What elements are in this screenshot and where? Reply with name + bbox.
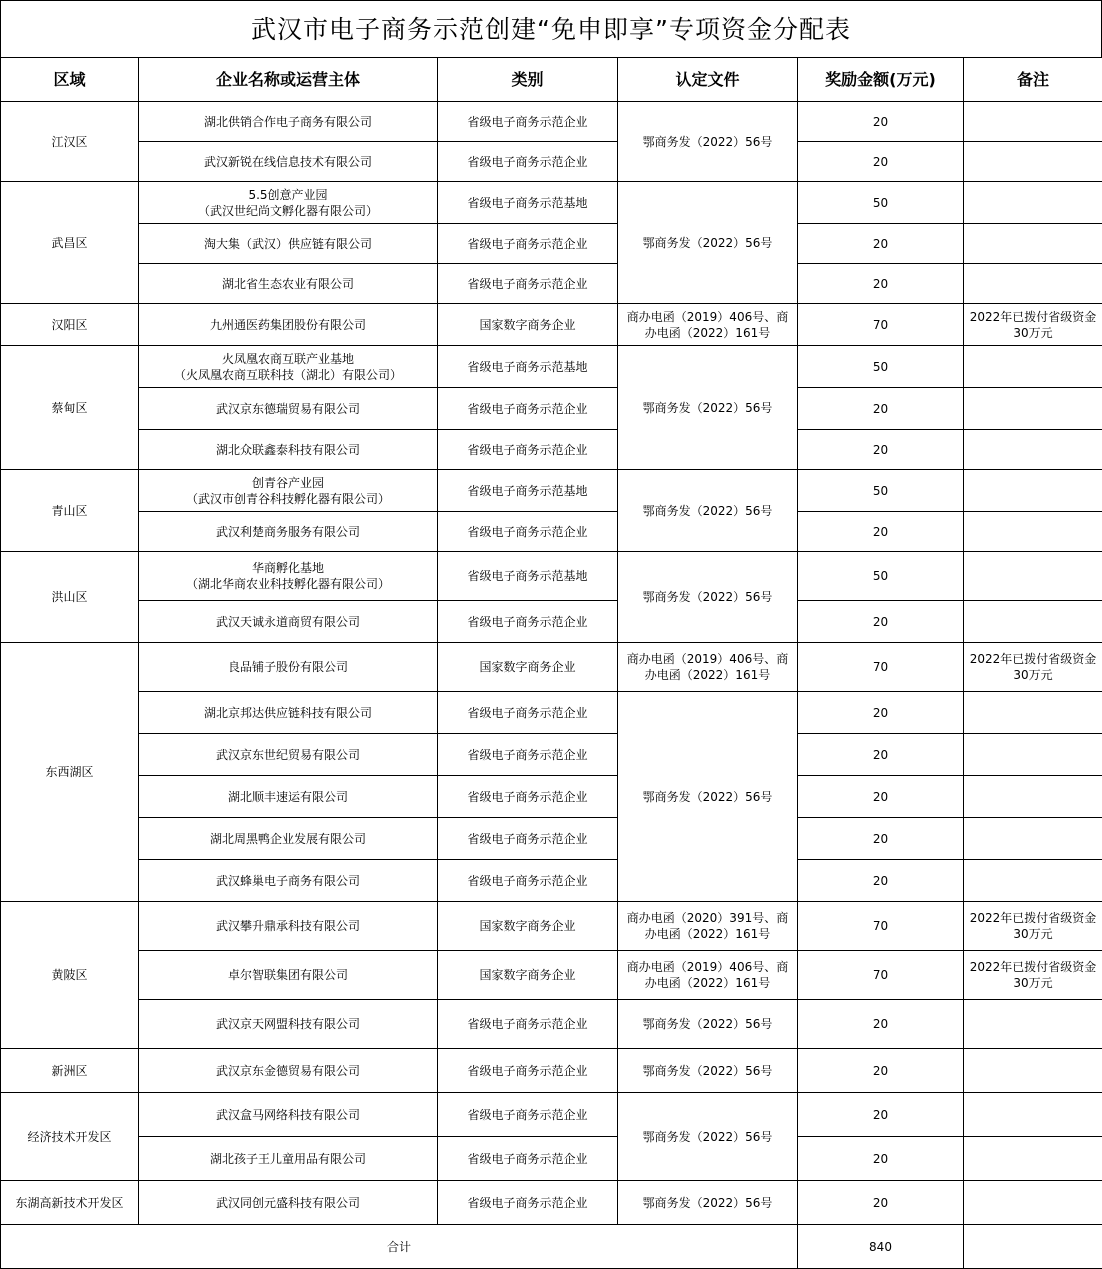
table-cell[interactable]: 省级电子商务示范基地 bbox=[438, 346, 618, 388]
table-cell[interactable]: 2022年已拨付省级资金 30万元 bbox=[964, 643, 1102, 692]
table-cell[interactable]: 洪山区 bbox=[1, 552, 139, 643]
table-cell[interactable] bbox=[964, 1000, 1102, 1049]
table-cell[interactable]: 省级电子商务示范企业 bbox=[438, 776, 618, 818]
table-cell[interactable]: 湖北孩子王儿童用品有限公司 bbox=[139, 1137, 438, 1181]
header-document[interactable]: 认定文件 bbox=[618, 58, 798, 102]
table-cell[interactable]: 20 bbox=[798, 818, 964, 860]
table-cell[interactable] bbox=[964, 142, 1102, 182]
table-cell[interactable] bbox=[964, 818, 1102, 860]
table-cell[interactable]: 江汉区 bbox=[1, 102, 139, 182]
table-cell[interactable]: 鄂商务发（2022）56号 bbox=[618, 1181, 798, 1225]
table-cell[interactable]: 武汉利楚商务服务有限公司 bbox=[139, 512, 438, 552]
table-cell[interactable]: 武汉京东德瑞贸易有限公司 bbox=[139, 388, 438, 430]
table-cell[interactable]: 鄂商务发（2022）56号 bbox=[618, 182, 798, 304]
table-cell[interactable]: 50 bbox=[798, 182, 964, 224]
table-cell[interactable]: 鄂商务发（2022）56号 bbox=[618, 102, 798, 182]
table-row bbox=[1, 264, 1102, 304]
table-cell[interactable]: 20 bbox=[798, 430, 964, 470]
table-cell[interactable]: 国家数字商务企业 bbox=[438, 951, 618, 1000]
table-cell[interactable]: 湖北周黑鸭企业发展有限公司 bbox=[139, 818, 438, 860]
table-cell[interactable]: 省级电子商务示范企业 bbox=[438, 1181, 618, 1225]
table-body bbox=[1, 102, 1102, 1269]
table-cell[interactable]: 20 bbox=[798, 1093, 964, 1137]
table-row bbox=[1, 734, 1102, 776]
table-cell[interactable]: 20 bbox=[798, 860, 964, 902]
table-cell[interactable]: 湖北省生态农业有限公司 bbox=[139, 264, 438, 304]
table-row bbox=[1, 692, 1102, 734]
table-cell[interactable] bbox=[964, 470, 1102, 512]
table-cell[interactable]: 华商孵化基地 （湖北华商农业科技孵化器有限公司） bbox=[139, 552, 438, 601]
table-row bbox=[1, 1049, 1102, 1093]
table-row bbox=[1, 1225, 1102, 1269]
table-cell[interactable] bbox=[964, 1225, 1102, 1269]
table-cell[interactable]: 20 bbox=[798, 1000, 964, 1049]
table-cell[interactable]: 良品铺子股份有限公司 bbox=[139, 643, 438, 692]
table-cell[interactable]: 蔡甸区 bbox=[1, 346, 139, 470]
table-cell[interactable]: 70 bbox=[798, 304, 964, 346]
table-row bbox=[1, 818, 1102, 860]
table-cell[interactable]: 省级电子商务示范企业 bbox=[438, 601, 618, 643]
table-cell[interactable]: 国家数字商务企业 bbox=[438, 304, 618, 346]
table-cell[interactable]: 20 bbox=[798, 1049, 964, 1093]
table-cell[interactable]: 新洲区 bbox=[1, 1049, 139, 1093]
table-cell[interactable]: 武昌区 bbox=[1, 182, 139, 304]
table-cell[interactable]: 50 bbox=[798, 552, 964, 601]
table-cell[interactable] bbox=[964, 346, 1102, 388]
table-cell[interactable]: 湖北京邦达供应链科技有限公司 bbox=[139, 692, 438, 734]
table-cell[interactable]: 省级电子商务示范企业 bbox=[438, 224, 618, 264]
table-cell[interactable]: 鄂商务发（2022）56号 bbox=[618, 1093, 798, 1181]
table-cell[interactable]: 创青谷产业园 （武汉市创青谷科技孵化器有限公司） bbox=[139, 470, 438, 512]
table-cell[interactable] bbox=[964, 182, 1102, 224]
table-cell[interactable]: 省级电子商务示范企业 bbox=[438, 264, 618, 304]
table-cell[interactable]: 70 bbox=[798, 902, 964, 951]
table-row bbox=[1, 388, 1102, 430]
table-cell[interactable]: 840 bbox=[798, 1225, 964, 1269]
table-cell[interactable]: 鄂商务发（2022）56号 bbox=[618, 1049, 798, 1093]
table-cell[interactable]: 湖北供销合作电子商务有限公司 bbox=[139, 102, 438, 142]
table-row bbox=[1, 182, 1102, 224]
table-cell[interactable]: 省级电子商务示范企业 bbox=[438, 860, 618, 902]
table-cell[interactable]: 商办电函（2019）406号、商 办电函（2022）161号 bbox=[618, 951, 798, 1000]
table-cell[interactable]: 经济技术开发区 bbox=[1, 1093, 139, 1181]
table-cell[interactable]: 20 bbox=[798, 388, 964, 430]
table-cell[interactable] bbox=[964, 1049, 1102, 1093]
table-cell[interactable]: 省级电子商务示范企业 bbox=[438, 1093, 618, 1137]
table-cell[interactable]: 鄂商务发（2022）56号 bbox=[618, 552, 798, 643]
table-cell[interactable]: 省级电子商务示范企业 bbox=[438, 388, 618, 430]
table-cell[interactable]: 省级电子商务示范企业 bbox=[438, 102, 618, 142]
table-cell[interactable] bbox=[964, 430, 1102, 470]
table-row bbox=[1, 776, 1102, 818]
table-cell[interactable]: 20 bbox=[798, 692, 964, 734]
header-remark[interactable]: 备注 bbox=[964, 58, 1102, 102]
table-cell[interactable]: 省级电子商务示范企业 bbox=[438, 818, 618, 860]
table-cell[interactable]: 20 bbox=[798, 102, 964, 142]
table-header bbox=[1, 58, 1102, 102]
table-row bbox=[1, 224, 1102, 264]
table-cell[interactable]: 2022年已拨付省级资金 30万元 bbox=[964, 902, 1102, 951]
table-cell[interactable]: 5.5创意产业园 （武汉世纪尚文孵化器有限公司） bbox=[139, 182, 438, 224]
allocation-table bbox=[0, 57, 1102, 1269]
table-row bbox=[1, 951, 1102, 1000]
table-cell[interactable]: 20 bbox=[798, 601, 964, 643]
table-cell[interactable]: 鄂商务发（2022）56号 bbox=[618, 470, 798, 552]
table-cell[interactable] bbox=[964, 102, 1102, 142]
table-cell[interactable] bbox=[964, 734, 1102, 776]
table-cell[interactable]: 湖北众联鑫泰科技有限公司 bbox=[139, 430, 438, 470]
table-cell[interactable]: 商办电函（2019）406号、商 办电函（2022）161号 bbox=[618, 304, 798, 346]
table-cell[interactable] bbox=[964, 776, 1102, 818]
table-cell[interactable]: 商办电函（2020）391号、商 办电函（2022）161号 bbox=[618, 902, 798, 951]
table-cell[interactable]: 武汉盒马网络科技有限公司 bbox=[139, 1093, 438, 1137]
table-cell[interactable]: 20 bbox=[798, 1181, 964, 1225]
table-row bbox=[1, 643, 1102, 692]
table-cell[interactable] bbox=[964, 1181, 1102, 1225]
header-row bbox=[1, 58, 1102, 102]
table-cell[interactable]: 省级电子商务示范企业 bbox=[438, 1137, 618, 1181]
table-cell[interactable]: 卓尔智联集团有限公司 bbox=[139, 951, 438, 1000]
table-row bbox=[1, 142, 1102, 182]
table-row bbox=[1, 346, 1102, 388]
table-cell[interactable]: 黄陂区 bbox=[1, 902, 139, 1049]
table-row bbox=[1, 552, 1102, 601]
table-cell[interactable]: 国家数字商务企业 bbox=[438, 902, 618, 951]
table-cell[interactable]: 20 bbox=[798, 1137, 964, 1181]
table-cell[interactable]: 20 bbox=[798, 142, 964, 182]
table-cell[interactable] bbox=[964, 512, 1102, 552]
table-cell[interactable] bbox=[964, 1093, 1102, 1137]
table-cell[interactable]: 20 bbox=[798, 512, 964, 552]
table-cell[interactable]: 省级电子商务示范企业 bbox=[438, 734, 618, 776]
table-cell[interactable]: 省级电子商务示范基地 bbox=[438, 552, 618, 601]
table-cell[interactable] bbox=[964, 692, 1102, 734]
table-cell[interactable]: 鄂商务发（2022）56号 bbox=[618, 1000, 798, 1049]
table-cell[interactable]: 省级电子商务示范企业 bbox=[438, 1000, 618, 1049]
table-cell[interactable]: 湖北顺丰速运有限公司 bbox=[139, 776, 438, 818]
table-cell[interactable]: 70 bbox=[798, 643, 964, 692]
table-cell[interactable]: 20 bbox=[798, 264, 964, 304]
table-cell[interactable]: 省级电子商务示范企业 bbox=[438, 142, 618, 182]
table-cell[interactable]: 70 bbox=[798, 951, 964, 1000]
table-row bbox=[1, 601, 1102, 643]
table-row bbox=[1, 304, 1102, 346]
table-row bbox=[1, 1137, 1102, 1181]
table-cell[interactable]: 2022年已拨付省级资金 30万元 bbox=[964, 304, 1102, 346]
table-cell[interactable]: 国家数字商务企业 bbox=[438, 643, 618, 692]
table-cell[interactable]: 武汉蜂巢电子商务有限公司 bbox=[139, 860, 438, 902]
table-cell[interactable]: 合计 bbox=[1, 1225, 798, 1269]
table-cell[interactable]: 淘大集（武汉）供应链有限公司 bbox=[139, 224, 438, 264]
header-category[interactable]: 类别 bbox=[438, 58, 618, 102]
table-cell[interactable]: 东西湖区 bbox=[1, 643, 139, 902]
table-cell[interactable] bbox=[964, 264, 1102, 304]
table-cell[interactable]: 省级电子商务示范企业 bbox=[438, 1049, 618, 1093]
table-cell[interactable]: 省级电子商务示范企业 bbox=[438, 430, 618, 470]
table-cell[interactable] bbox=[964, 224, 1102, 264]
table-cell[interactable]: 武汉京东世纪贸易有限公司 bbox=[139, 734, 438, 776]
table-cell[interactable]: 省级电子商务示范企业 bbox=[438, 512, 618, 552]
table-cell[interactable]: 2022年已拨付省级资金 30万元 bbox=[964, 951, 1102, 1000]
header-company[interactable]: 企业名称或运营主体 bbox=[139, 58, 438, 102]
table-cell[interactable]: 省级电子商务示范基地 bbox=[438, 470, 618, 512]
table-row bbox=[1, 430, 1102, 470]
table-cell[interactable] bbox=[964, 388, 1102, 430]
header-amount[interactable]: 奖励金额(万元) bbox=[798, 58, 964, 102]
table-cell[interactable]: 50 bbox=[798, 346, 964, 388]
table-cell[interactable]: 九州通医药集团股份有限公司 bbox=[139, 304, 438, 346]
table-cell[interactable]: 20 bbox=[798, 776, 964, 818]
table-cell[interactable]: 鄂商务发（2022）56号 bbox=[618, 346, 798, 470]
table-row bbox=[1, 102, 1102, 142]
table-cell[interactable] bbox=[964, 860, 1102, 902]
table-cell[interactable] bbox=[964, 552, 1102, 601]
table-row bbox=[1, 470, 1102, 512]
table-row bbox=[1, 1093, 1102, 1137]
table-cell[interactable]: 武汉天诚永道商贸有限公司 bbox=[139, 601, 438, 643]
table-cell[interactable] bbox=[964, 601, 1102, 643]
table-row bbox=[1, 1181, 1102, 1225]
table-cell[interactable] bbox=[964, 1137, 1102, 1181]
table-cell[interactable]: 武汉同创元盛科技有限公司 bbox=[139, 1181, 438, 1225]
table-cell[interactable]: 50 bbox=[798, 470, 964, 512]
table-cell[interactable]: 青山区 bbox=[1, 470, 139, 552]
page-title: 武汉市电子商务示范创建“免申即享”专项资金分配表 bbox=[0, 0, 1102, 57]
table-row bbox=[1, 512, 1102, 552]
table-cell[interactable]: 省级电子商务示范基地 bbox=[438, 182, 618, 224]
table-cell[interactable]: 商办电函（2019）406号、商 办电函（2022）161号 bbox=[618, 643, 798, 692]
table-cell[interactable]: 东湖高新技术开发区 bbox=[1, 1181, 139, 1225]
header-region[interactable]: 区域 bbox=[1, 58, 139, 102]
table-cell[interactable]: 武汉京天网盟科技有限公司 bbox=[139, 1000, 438, 1049]
table-row bbox=[1, 902, 1102, 951]
table-cell[interactable]: 省级电子商务示范企业 bbox=[438, 692, 618, 734]
table-cell[interactable]: 火凤凰农商互联产业基地 （火凤凰农商互联科技（湖北）有限公司） bbox=[139, 346, 438, 388]
table-cell[interactable]: 武汉京东金德贸易有限公司 bbox=[139, 1049, 438, 1093]
table-cell[interactable]: 20 bbox=[798, 734, 964, 776]
table-cell[interactable]: 武汉新锐在线信息技术有限公司 bbox=[139, 142, 438, 182]
table-cell[interactable]: 汉阳区 bbox=[1, 304, 139, 346]
table-cell[interactable]: 武汉攀升鼎承科技有限公司 bbox=[139, 902, 438, 951]
table-cell[interactable]: 20 bbox=[798, 224, 964, 264]
table-row bbox=[1, 1000, 1102, 1049]
table-row bbox=[1, 860, 1102, 902]
table-cell[interactable]: 鄂商务发（2022）56号 bbox=[618, 692, 798, 902]
